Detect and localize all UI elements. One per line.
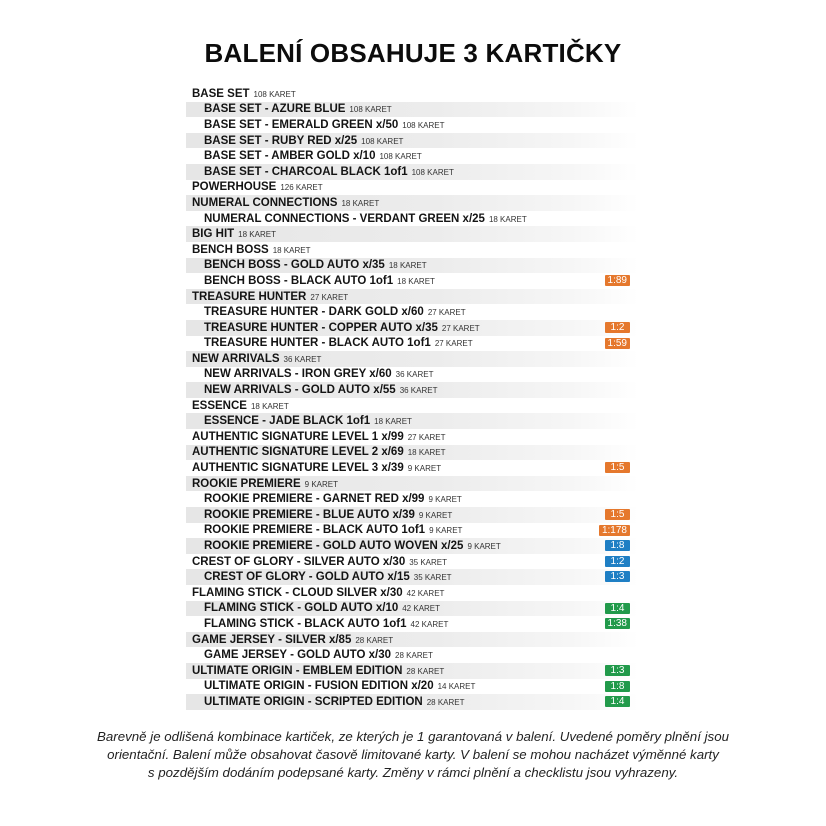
card-count: 108 KARET bbox=[361, 136, 404, 146]
set-name: BENCH BOSS bbox=[192, 243, 269, 256]
checklist-row bbox=[186, 242, 638, 258]
set-name: ROOKIE PREMIERE bbox=[192, 477, 301, 490]
card-count: 108 KARET bbox=[379, 152, 422, 162]
checklist-row bbox=[186, 195, 638, 211]
card-count: 108 KARET bbox=[402, 120, 445, 130]
row-text bbox=[186, 150, 422, 162]
checklist-row bbox=[186, 180, 638, 196]
checklist-row bbox=[186, 304, 638, 320]
card-count: 108 KARET bbox=[253, 89, 296, 99]
set-name: NUMERAL CONNECTIONS bbox=[192, 196, 338, 209]
row-text bbox=[186, 228, 276, 240]
row-text bbox=[186, 135, 403, 147]
card-count: 9 KARET bbox=[428, 495, 462, 505]
row-text bbox=[186, 571, 452, 583]
row-text bbox=[186, 462, 441, 474]
card-count: 36 KARET bbox=[283, 354, 322, 364]
set-name: ROOKIE PREMIERE - GARNET RED x/99 bbox=[204, 493, 425, 506]
checklist-row bbox=[186, 86, 638, 102]
row-text bbox=[186, 244, 310, 256]
card-count: 42 KARET bbox=[406, 588, 445, 598]
card-count: 9 KARET bbox=[407, 464, 442, 474]
row-text bbox=[186, 166, 454, 178]
row-text bbox=[186, 509, 452, 521]
set-name: ULTIMATE ORIGIN - SCRIPTED EDITION bbox=[204, 695, 423, 708]
row-text bbox=[186, 275, 435, 287]
odds-badge: 1:178 bbox=[599, 525, 630, 536]
set-name: ROOKIE PREMIERE - BLACK AUTO 1of1 bbox=[204, 524, 426, 537]
checklist-row bbox=[186, 258, 638, 274]
set-name: NUMERAL CONNECTIONS - VERDANT GREEN x/25 bbox=[204, 212, 485, 225]
card-count: 36 KARET bbox=[395, 370, 434, 380]
set-name: BENCH BOSS - BLACK AUTO 1of1 bbox=[204, 274, 394, 287]
set-name: NEW ARRIVALS bbox=[192, 352, 280, 365]
set-name: NEW ARRIVALS - GOLD AUTO x/55 bbox=[204, 384, 396, 397]
card-count: 42 KARET bbox=[402, 604, 441, 614]
card-count: 27 KARET bbox=[434, 339, 473, 349]
set-name: GAME JERSEY - SILVER x/85 bbox=[192, 633, 352, 646]
row-text bbox=[186, 634, 393, 646]
card-count: 35 KARET bbox=[413, 573, 452, 583]
set-name: AUTHENTIC SIGNATURE LEVEL 2 x/69 bbox=[192, 446, 404, 459]
set-name: ULTIMATE ORIGIN - EMBLEM EDITION bbox=[192, 664, 403, 677]
set-name: CREST OF GLORY - GOLD AUTO x/15 bbox=[204, 571, 410, 584]
checklist-row bbox=[186, 679, 638, 695]
set-name: CREST OF GLORY - SILVER AUTO x/30 bbox=[192, 555, 406, 568]
set-name: BASE SET - CHARCOAL BLACK 1of1 bbox=[204, 165, 408, 178]
set-name: ESSENCE - JADE BLACK 1of1 bbox=[204, 415, 371, 428]
set-name: AUTHENTIC SIGNATURE LEVEL 3 x/39 bbox=[192, 462, 404, 475]
card-count: 18 KARET bbox=[238, 230, 276, 240]
checklist-row bbox=[186, 382, 638, 398]
card-count: 14 KARET bbox=[437, 682, 476, 692]
checklist-row bbox=[186, 445, 638, 461]
set-name: TREASURE HUNTER bbox=[192, 290, 307, 303]
card-count: 18 KARET bbox=[272, 245, 311, 255]
card-count: 27 KARET bbox=[427, 308, 466, 318]
card-count: 28 KARET bbox=[406, 666, 445, 676]
row-text bbox=[186, 400, 289, 412]
card-count: 108 KARET bbox=[411, 167, 454, 177]
card-count: 18 KARET bbox=[397, 276, 435, 286]
footer-line-2: orientační. Balení může obsahovat časově limitované karty. V balení se mohou nacházet výměnné karty bbox=[107, 747, 719, 762]
card-count: 108 KARET bbox=[349, 105, 392, 115]
set-name: BASE SET - RUBY RED x/25 bbox=[204, 134, 358, 147]
odds-badge: 1:2 bbox=[605, 556, 630, 567]
set-name: GAME JERSEY - GOLD AUTO x/30 bbox=[204, 649, 392, 662]
row-text bbox=[186, 259, 427, 271]
odds-badge: 1:4 bbox=[605, 696, 630, 707]
odds-badge: 1:8 bbox=[605, 681, 630, 692]
checklist-row bbox=[186, 585, 638, 601]
set-name: FLAMING STICK - BLACK AUTO 1of1 bbox=[204, 617, 407, 630]
checklist-row bbox=[186, 133, 638, 149]
set-name: TREASURE HUNTER - BLACK AUTO 1of1 bbox=[204, 337, 431, 350]
odds-badge: 1:59 bbox=[605, 338, 630, 349]
checklist-row bbox=[186, 632, 638, 648]
row-text bbox=[186, 649, 433, 661]
row-text bbox=[186, 368, 433, 380]
card-count: 27 KARET bbox=[310, 292, 349, 302]
set-name: ROOKIE PREMIERE - BLUE AUTO x/39 bbox=[204, 508, 415, 521]
set-name: ULTIMATE ORIGIN - FUSION EDITION x/20 bbox=[204, 680, 434, 693]
checklist-row bbox=[186, 413, 638, 429]
card-count: 9 KARET bbox=[467, 542, 501, 552]
card-count: 18 KARET bbox=[388, 261, 427, 271]
row-text bbox=[186, 696, 465, 708]
checklist-row bbox=[186, 491, 638, 507]
odds-badge: 1:4 bbox=[605, 603, 630, 614]
checklist-row bbox=[186, 320, 638, 336]
checklist-row bbox=[186, 476, 638, 492]
checklist-row bbox=[186, 538, 638, 554]
set-name: POWERHOUSE bbox=[192, 181, 277, 194]
row-text bbox=[186, 524, 462, 536]
card-count: 27 KARET bbox=[407, 432, 446, 442]
card-count: 9 KARET bbox=[304, 479, 338, 489]
footer-note bbox=[40, 728, 786, 782]
odds-badge: 1:2 bbox=[605, 322, 630, 333]
set-name: BASE SET - AZURE BLUE bbox=[204, 103, 346, 116]
checklist-row bbox=[186, 647, 638, 663]
set-name: TREASURE HUNTER - COPPER AUTO x/35 bbox=[204, 321, 438, 334]
card-count: 18 KARET bbox=[488, 214, 527, 224]
card-count: 18 KARET bbox=[407, 448, 446, 458]
set-name: BASE SET - AMBER GOLD x/10 bbox=[204, 150, 376, 163]
row-text bbox=[186, 181, 323, 193]
row-text bbox=[186, 291, 348, 303]
card-count: 18 KARET bbox=[250, 401, 289, 411]
set-name: FLAMING STICK - GOLD AUTO x/10 bbox=[204, 602, 399, 615]
row-text bbox=[186, 680, 475, 692]
set-name: BASE SET - EMERALD GREEN x/50 bbox=[204, 118, 399, 131]
card-count: 35 KARET bbox=[409, 557, 448, 567]
set-name: BENCH BOSS - GOLD AUTO x/35 bbox=[204, 259, 385, 272]
card-count: 18 KARET bbox=[374, 417, 412, 427]
odds-badge: 1:3 bbox=[605, 665, 630, 676]
card-count: 36 KARET bbox=[399, 386, 438, 396]
card-count: 27 KARET bbox=[441, 323, 480, 333]
set-name: ESSENCE bbox=[192, 399, 247, 412]
row-text bbox=[186, 213, 527, 225]
checklist-row bbox=[186, 460, 638, 476]
row-text bbox=[186, 119, 445, 131]
row-text bbox=[186, 618, 448, 630]
checklist-row bbox=[186, 102, 638, 118]
row-text bbox=[186, 493, 462, 505]
set-name: AUTHENTIC SIGNATURE LEVEL 1 x/99 bbox=[192, 430, 404, 443]
row-text bbox=[186, 602, 440, 614]
row-text bbox=[186, 665, 444, 677]
checklist-row bbox=[186, 148, 638, 164]
card-count: 9 KARET bbox=[429, 526, 463, 536]
set-name: ROOKIE PREMIERE - GOLD AUTO WOVEN x/25 bbox=[204, 540, 464, 553]
odds-badge: 1:89 bbox=[605, 275, 630, 286]
row-text bbox=[186, 384, 437, 396]
checklist-row bbox=[186, 211, 638, 227]
card-count: 126 KARET bbox=[280, 183, 323, 193]
row-text bbox=[186, 587, 444, 599]
set-name: FLAMING STICK - CLOUD SILVER x/30 bbox=[192, 586, 403, 599]
checklist-row bbox=[186, 616, 638, 632]
set-name: TREASURE HUNTER - DARK GOLD x/60 bbox=[204, 306, 424, 319]
checklist-row bbox=[186, 273, 638, 289]
odds-badge: 1:3 bbox=[605, 571, 630, 582]
row-text bbox=[186, 478, 338, 490]
card-count: 42 KARET bbox=[410, 619, 449, 629]
odds-badge: 1:5 bbox=[605, 509, 630, 520]
checklist-row bbox=[186, 398, 638, 414]
set-name: BIG HIT bbox=[192, 228, 235, 241]
set-name: NEW ARRIVALS - IRON GREY x/60 bbox=[204, 368, 392, 381]
odds-badge: 1:38 bbox=[605, 618, 630, 629]
footer-line-3: s pozdějším dodáním podepsané karty. Změny v rámci plnění a checklistu jsou vyhrazeny. bbox=[147, 765, 679, 780]
card-count: 28 KARET bbox=[395, 651, 433, 661]
row-text bbox=[186, 337, 473, 349]
checklist-row bbox=[186, 523, 638, 539]
row-text bbox=[186, 540, 501, 552]
card-checklist bbox=[186, 86, 638, 710]
row-text bbox=[186, 322, 480, 334]
checklist-row bbox=[186, 226, 638, 242]
checklist-row bbox=[186, 694, 638, 710]
checklist-row bbox=[186, 507, 638, 523]
checklist-row bbox=[186, 351, 638, 367]
checklist-row bbox=[186, 367, 638, 383]
checklist-row bbox=[186, 429, 638, 445]
checklist-row bbox=[186, 336, 638, 352]
row-text bbox=[186, 431, 446, 443]
page-title: BALENÍ OBSAHUJE 3 KARTIČKY bbox=[204, 38, 622, 68]
row-text bbox=[186, 353, 321, 365]
checklist-row bbox=[186, 554, 638, 570]
row-text bbox=[186, 103, 392, 115]
card-count: 18 KARET bbox=[341, 198, 380, 208]
card-count: 28 KARET bbox=[426, 697, 465, 707]
row-text bbox=[186, 197, 379, 209]
odds-badge: 1:8 bbox=[605, 540, 630, 551]
card-count: 9 KARET bbox=[418, 510, 453, 520]
row-text bbox=[186, 88, 296, 100]
checklist-row bbox=[186, 663, 638, 679]
checklist-row bbox=[186, 601, 638, 617]
checklist-row bbox=[186, 117, 638, 133]
row-text bbox=[186, 446, 446, 458]
card-count: 28 KARET bbox=[355, 635, 394, 645]
odds-badge: 1:5 bbox=[605, 462, 630, 473]
set-name: BASE SET bbox=[192, 87, 250, 100]
checklist-row bbox=[186, 164, 638, 180]
checklist-row bbox=[186, 569, 638, 585]
row-text bbox=[186, 556, 447, 568]
row-text bbox=[186, 415, 412, 427]
checklist-row bbox=[186, 289, 638, 305]
row-text bbox=[186, 306, 466, 318]
footer-line-1: Barevně je odlišená kombinace kartiček, ze kterých je 1 garantovaná v balení. Uvedené poměry plnění jsou bbox=[97, 729, 729, 744]
